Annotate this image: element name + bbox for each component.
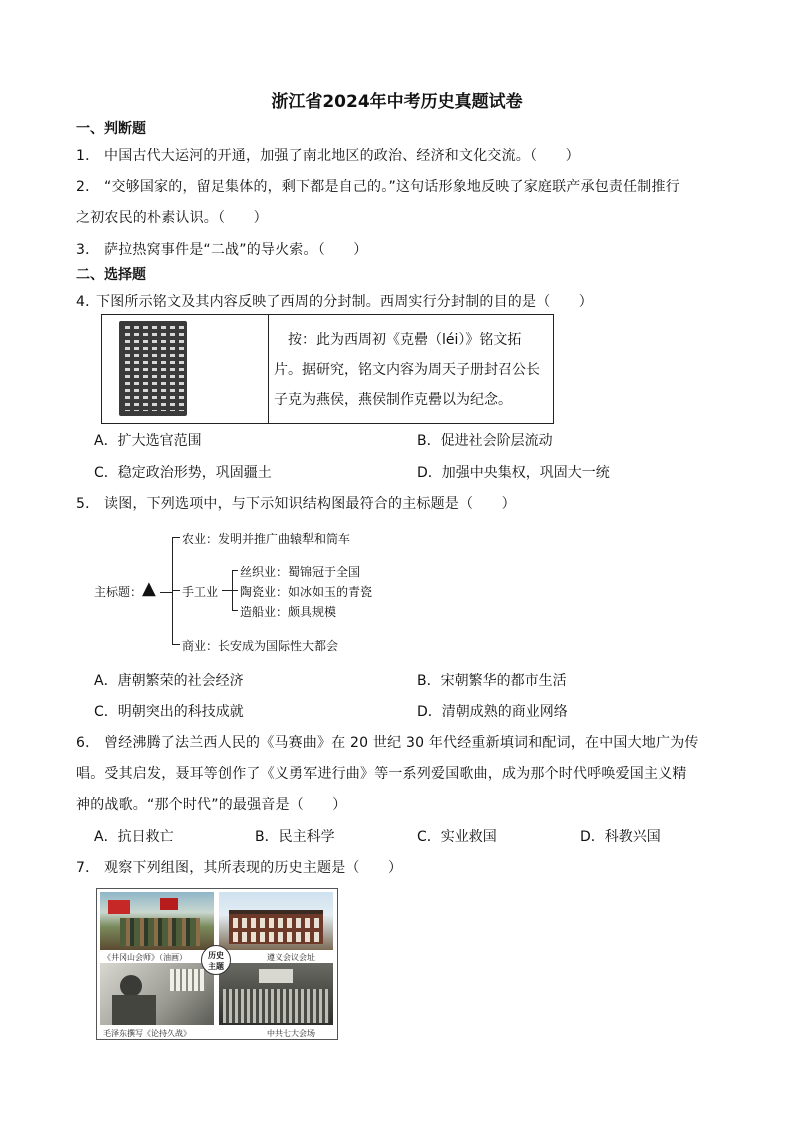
question-6-line3: 神的战歌。“那个时代”的最强音是（ ）: [76, 797, 347, 813]
question-3-number: 3．: [76, 242, 100, 258]
inscription-table: [101, 314, 554, 424]
question-6-line2: 唱。受其启发，聂耳等创作了《义勇军进行曲》等一系列爱国歌曲，成为那个时代呼唤爱国主义精: [76, 766, 687, 782]
section-heading-judgement: 一、判断题: [76, 121, 146, 137]
question-4-option-d: D．加强中央集权，巩固大一统: [417, 465, 610, 481]
photo-collage: [96, 888, 338, 1040]
caption-top-left: 《井冈山会师》（油画）: [103, 953, 187, 962]
history-theme-badge: [201, 945, 231, 975]
question-4-text: 下图所示铭文及其内容反映了西周的分封制。西周实行分封制的目的是（ ）: [96, 294, 593, 310]
question-4-number: 4．: [76, 294, 100, 310]
diagram-commerce: 商业：长安成为国际性大都会: [182, 639, 339, 653]
caption-bottom-right: 中共七大会场: [267, 1029, 315, 1038]
jinggangshan-painting-image: [100, 892, 214, 950]
question-4-option-b: B．促进社会阶层流动: [417, 433, 553, 449]
question-3-text: 萨拉热窝事件是“二战”的导火索。（ ）: [104, 242, 368, 258]
knowledge-structure-diagram: [94, 527, 414, 655]
inscription-note-line1: 按：此为西周初《克罍（léi）》铭文拓: [274, 332, 522, 348]
question-6-option-a: A．抗日救亡: [94, 829, 174, 845]
zunyi-site-image: [219, 892, 333, 950]
section-heading-choice: 二、选择题: [76, 267, 146, 283]
mao-writing-image: [100, 963, 214, 1025]
page-title: 浙江省2024年中考历史真题试卷: [271, 92, 523, 112]
question-2-line1: “交够国家的，留足集体的，剩下都是自己的。”这句话形象地反映了家庭联产承包责任制推行: [104, 179, 680, 195]
diagram-porcelain: 陶瓷业：如冰如玉的青瓷: [240, 585, 373, 599]
question-7-number: 7．: [76, 860, 100, 876]
question-5-option-b: B．宋朝繁华的都市生活: [417, 673, 567, 689]
question-6-option-c: C．实业救国: [417, 829, 497, 845]
diagram-handicraft: 手工业: [182, 585, 219, 599]
question-6-line1: 曾经沸腾了法兰西人民的《马赛曲》在 20 世纪 30 年代经重新填词和配词，在中国大地广为传: [104, 735, 699, 751]
diagram-silk: 丝织业：蜀锦冠于全国: [240, 565, 361, 579]
question-6-option-d: D．科教兴国: [580, 829, 661, 845]
question-5-option-a: A．唐朝繁荣的社会经济: [94, 673, 244, 689]
caption-top-right: 遵义会议会址: [267, 953, 315, 962]
inscription-rubbing-image: [119, 321, 187, 416]
diagram-shipbuilding: 造船业：颇具规模: [240, 605, 337, 619]
diagram-triangle-icon: ▲: [142, 578, 156, 599]
badge-line2: 主题: [208, 961, 224, 971]
badge-line1: 历史: [208, 950, 224, 960]
question-5-text: 读图，下列选项中，与下示知识结构图最符合的主标题是（ ）: [104, 496, 516, 512]
question-6-option-b: B．民主科学: [255, 829, 335, 845]
question-2-number: 2．: [76, 179, 100, 195]
seventh-congress-image: [219, 963, 333, 1025]
question-4-option-c: C．稳定政治形势，巩固疆土: [94, 465, 272, 481]
question-5-option-c: C．明朝突出的科技成就: [94, 704, 244, 720]
question-2-line2: 之初农民的朴素认识。（ ）: [76, 210, 268, 226]
question-7-text: 观察下列组图，其所表现的历史主题是（ ）: [104, 860, 403, 876]
inscription-note-line2: 片。据研究，铭文内容为周天子册封召公长: [274, 362, 540, 378]
inscription-note-line3: 子克为燕侯，燕侯制作克罍以为纪念。: [274, 392, 512, 408]
question-5-number: 5．: [76, 496, 100, 512]
question-6-number: 6．: [76, 735, 100, 751]
question-4-option-a: A．扩大选官范围: [94, 433, 202, 449]
diagram-agriculture: 农业：发明并推广曲辕犁和筒车: [182, 532, 351, 546]
question-5-option-d: D．清朝成熟的商业网络: [417, 704, 568, 720]
question-1-text: 中国古代大运河的开通，加强了南北地区的政治、经济和文化交流。（ ）: [104, 148, 580, 164]
caption-bottom-left: 毛泽东撰写《论持久战》: [103, 1029, 191, 1038]
question-1-number: 1．: [76, 148, 100, 164]
diagram-main-label: 主标题：: [94, 585, 143, 599]
